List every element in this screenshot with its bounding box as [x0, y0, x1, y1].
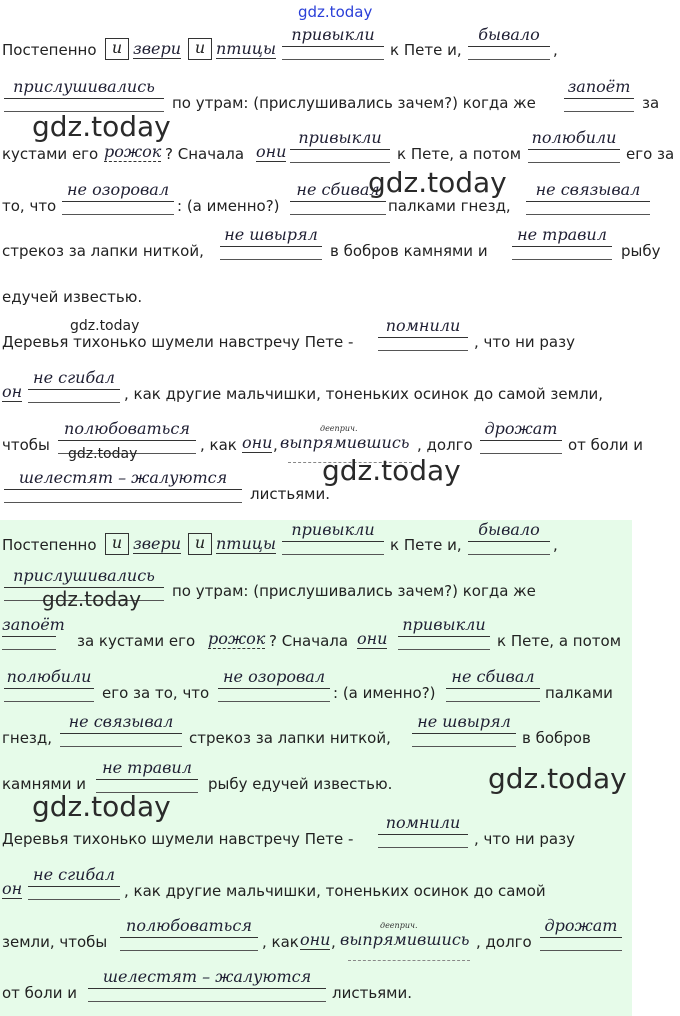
answer-blank: шелестят – жалуются: [88, 968, 326, 989]
text: палками гнезд,: [388, 197, 511, 215]
text: стрекоз за лапки ниткой,: [189, 729, 391, 747]
text: гнезд,: [2, 729, 53, 747]
answer-blank: полюбили: [528, 129, 620, 150]
answer-blank: не сгибал: [28, 369, 120, 390]
text: едучей известью.: [2, 288, 143, 306]
answer-blank: бывало: [468, 26, 550, 47]
text: за кустами его: [77, 632, 196, 650]
boxed-conjunction: и: [105, 38, 129, 60]
answer-blank: полюбоваться: [120, 917, 258, 938]
answer-blank: прислушивались: [4, 567, 164, 588]
text: по утрам: (прислушивались зачем?) когда же: [172, 94, 536, 112]
text: , что ни разу: [474, 830, 575, 848]
text: Постепенно: [2, 41, 97, 59]
text: от боли и: [2, 984, 77, 1002]
answer-blank: дрожат: [540, 917, 622, 938]
text: , как: [262, 933, 299, 951]
text: ,: [273, 436, 278, 454]
text: ? Сначала: [165, 145, 245, 163]
subject-word: они: [242, 433, 273, 452]
text: стрекоз за лапки ниткой,: [2, 242, 204, 260]
text: , как: [200, 436, 237, 454]
text: его за то, что: [102, 684, 210, 702]
text: камнями и: [2, 775, 86, 793]
answer-blank: привыкли: [398, 616, 490, 637]
answer-blank: шелестят – жалуются: [4, 469, 242, 490]
text: кустами его: [2, 145, 99, 163]
grammar-note: дееприч.: [320, 424, 358, 433]
answer-blank: привыкли: [290, 129, 390, 150]
answer-blank: не швырял: [220, 226, 322, 247]
text: за: [642, 94, 660, 112]
text: , долго: [476, 933, 532, 951]
text: , долго: [417, 436, 473, 454]
text: Деревья тихонько шумели навстречу Пете -: [2, 333, 354, 351]
text: от боли и: [568, 436, 643, 454]
text: , как другие мальчишки, тоненьких осинок до самой земли,: [124, 385, 604, 403]
answer-blank: не связывал: [526, 181, 650, 202]
answer-blank: полюбоваться: [58, 420, 196, 441]
text: то, что: [2, 197, 57, 215]
text: ? Сначала: [269, 632, 349, 650]
dash-dot-underline: [348, 960, 470, 961]
text: в бобров: [522, 729, 591, 747]
answer-blank: привыкли: [282, 521, 384, 542]
answer-blank: дрожат: [480, 420, 562, 441]
text: , как другие мальчишки, тоненьких осинок до самой: [124, 882, 546, 900]
watermark-top: gdz.today: [298, 3, 373, 21]
answer-blank: запоёт: [2, 616, 56, 637]
answer-blank: не травил: [512, 226, 612, 247]
grammar-note: дееприч.: [380, 921, 418, 930]
participle-word: выпрямившись: [280, 433, 410, 452]
boxed-conjunction: и: [188, 533, 212, 555]
subject-word: они: [357, 629, 388, 648]
text: земли, чтобы: [2, 933, 108, 951]
subject-word: звери: [133, 39, 182, 58]
answer-blank: не связывал: [60, 713, 182, 734]
boxed-conjunction: и: [105, 533, 129, 555]
watermark: gdz.today: [488, 762, 627, 795]
predicate-word: рожок: [104, 142, 162, 161]
participle-word: выпрямившись: [340, 930, 470, 949]
watermark: gdz.today: [322, 454, 461, 487]
text: , что ни разу: [474, 333, 575, 351]
text: ,: [331, 933, 336, 951]
answer-blank: не швырял: [412, 713, 516, 734]
text: листьями.: [250, 485, 331, 503]
text: его за: [626, 145, 675, 163]
text: в бобров камнями и: [330, 242, 488, 260]
text: рыбу едучей известью.: [208, 775, 393, 793]
answer-blank: помнили: [378, 317, 468, 338]
answer-blank: запоёт: [564, 78, 634, 99]
subject-word: звери: [133, 534, 182, 553]
subject-word: он: [2, 879, 23, 898]
boxed-conjunction: и: [188, 38, 212, 60]
subject-word: они: [256, 142, 287, 161]
subject-word: птицы: [216, 534, 276, 553]
answer-blank: прислушивались: [4, 78, 164, 99]
predicate-word: рожок: [208, 629, 266, 648]
subject-word: он: [2, 382, 23, 401]
text: к Пете, а потом: [397, 145, 522, 163]
watermark: gdz.today: [42, 587, 142, 611]
answer-blank: не сгибал: [28, 866, 120, 887]
text: листьями.: [332, 984, 413, 1002]
answer-blank: полюбили: [4, 668, 94, 689]
answer-blank: не сбивал: [446, 668, 540, 689]
subject-word: птицы: [216, 39, 276, 58]
text: Деревья тихонько шумели навстречу Пете -: [2, 830, 354, 848]
subject-word: они: [300, 930, 331, 949]
watermark: gdz.today: [368, 166, 507, 199]
text: Постепенно: [2, 536, 97, 554]
answer-blank: помнили: [378, 814, 468, 835]
text: к Пете и,: [390, 536, 462, 554]
text: к Пете, а потом: [497, 632, 622, 650]
text: рыбу: [621, 242, 661, 260]
answer-blank: не сбивал: [290, 181, 386, 202]
text: : (а именно?): [177, 197, 280, 215]
answer-blank: не озоровал: [62, 181, 174, 202]
text: к Пете и,: [390, 41, 462, 59]
watermark: gdz.today: [70, 318, 140, 334]
text: ,: [553, 41, 558, 59]
text: по утрам: (прислушивались зачем?) когда же: [172, 582, 536, 600]
watermark: gdz.today: [68, 446, 138, 462]
watermark: gdz.today: [32, 790, 171, 823]
answer-blank: привыкли: [282, 26, 384, 47]
text: : (а именно?): [333, 684, 436, 702]
text: ,: [553, 536, 558, 554]
answer-blank: не травил: [96, 759, 198, 780]
answer-blank: не озоровал: [218, 668, 330, 689]
watermark: gdz.today: [32, 110, 171, 143]
text: палками: [545, 684, 613, 702]
answer-blank: бывало: [468, 521, 550, 542]
text: чтобы: [2, 436, 50, 454]
